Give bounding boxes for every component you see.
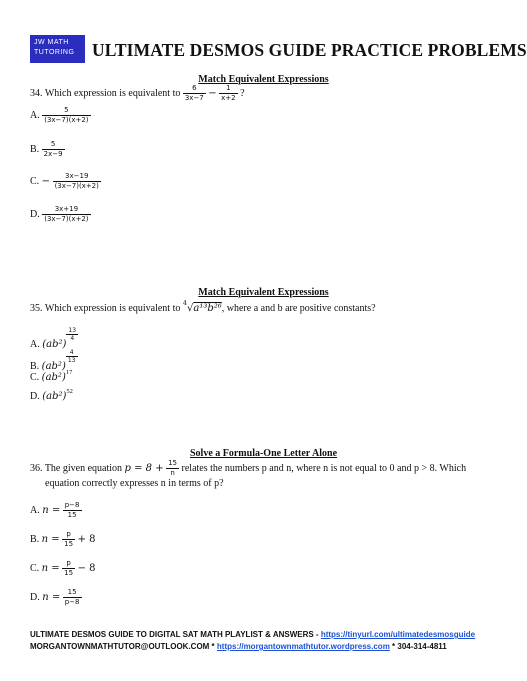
logo-line1: JW MATH [34, 39, 69, 46]
question-36-label: 36. The given equation [30, 462, 123, 474]
question-34 [30, 84, 245, 103]
q35-radical: $^4$√a¹³b²⁶ [182, 299, 222, 314]
option-base: (ab²) [41, 372, 66, 383]
option-prefix: − [41, 175, 51, 187]
question-35-label: 35. Which expression is equivalent to [30, 303, 181, 314]
section-heading-2: Match Equivalent Expressions [198, 287, 329, 298]
option-label: C. [30, 175, 40, 187]
option-label: A. [30, 109, 40, 121]
playlist-link[interactable]: https://tinyurl.com/ultimatedesmosguide [320, 630, 476, 639]
option-fraction: $\frac{3x-19}{(3x-7)(x+2)}$ [54, 172, 99, 190]
q34-option-c[interactable] [30, 172, 101, 191]
q34-frac-a: $\frac{6}{3x-7}$ [184, 84, 204, 102]
q35-tail: , where a and b are positive constants? [221, 303, 376, 314]
option-label: C. [30, 562, 40, 574]
q34-tail: ? [240, 87, 245, 99]
q36-eq-frac: $\frac{15}{n}$ [168, 459, 178, 477]
section-heading-3: Solve a Formula-One Letter Alone [189, 448, 338, 459]
page-title: ULTIMATE DESMOS GUIDE PRACTICE PROBLEMS [92, 40, 527, 60]
footer-line2 [30, 642, 447, 651]
option-label: D. [30, 391, 40, 402]
q36-option-b[interactable] [30, 530, 96, 549]
option-base: (ab²) [41, 361, 66, 372]
option-fraction: $\frac{15}{p-8}$ [64, 588, 80, 606]
option-lhs: n = [42, 504, 61, 516]
option-fraction: $\frac{5}{(3x-7)(x+2)}$ [44, 106, 89, 124]
option-label: B. [30, 533, 40, 545]
q34-option-b[interactable] [30, 140, 65, 159]
option-tail: + 8 [77, 533, 96, 545]
footer-phone: * 304-314-4811 [389, 642, 447, 651]
section-heading-1: Match Equivalent Expressions [198, 74, 329, 85]
question-36 [30, 459, 466, 478]
option-fraction: $\frac{p}{15}$ [64, 559, 74, 577]
option-lhs: n = [41, 533, 60, 545]
option-label: B. [30, 143, 40, 155]
q36-eq-left: p = 8 + [124, 462, 164, 474]
question-36-line2: equation correctly expresses n in terms of p? [45, 478, 224, 489]
option-label: C. [30, 372, 40, 383]
option-fraction: $\frac{5}{2x-9}$ [43, 140, 63, 158]
option-base: (ab²) [42, 391, 67, 402]
q36-option-c[interactable] [30, 559, 96, 578]
q36-line1-tail: relates the numbers p and n, where n is not equal to 0 and p > 8. Which [181, 462, 467, 474]
option-exponent: 17 [65, 369, 73, 376]
option-lhs: n = [42, 591, 61, 603]
footer-line1 [30, 630, 475, 639]
option-label: B. [30, 361, 40, 372]
option-base: (ab²) [42, 339, 67, 350]
q34-option-a[interactable] [30, 106, 91, 125]
q35-option-c[interactable] [30, 369, 72, 383]
logo-line2: TUTORING [34, 49, 75, 56]
option-fraction: $\frac{p-8}{15}$ [64, 501, 80, 519]
footer-email: MORGANTOWNMATHTUTOR@OUTLOOK.COM * [30, 642, 217, 651]
q36-option-a[interactable] [30, 501, 82, 520]
option-label: A. [30, 504, 40, 516]
option-label: D. [30, 591, 40, 603]
q36-option-d[interactable] [30, 588, 82, 607]
website-link[interactable]: https://morgantownmathtutor.wordpress.com [216, 642, 390, 651]
option-exponent: $\frac{13}{4}$ [68, 327, 77, 342]
logo [30, 35, 85, 63]
q35-option-a[interactable] [30, 327, 78, 350]
footer-line1-text: ULTIMATE DESMOS GUIDE TO DIGITAL SAT MATH PLAYLIST & ANSWERS - [30, 630, 321, 639]
q35-option-d[interactable] [30, 388, 73, 402]
option-tail: − 8 [77, 562, 96, 574]
option-label: A. [30, 339, 40, 350]
option-exponent: $\frac{4}{13}$ [67, 349, 76, 364]
option-fraction: $\frac{3x+19}{(3x-7)(x+2)}$ [44, 205, 89, 223]
question-34-label: 34. Which expression is equivalent to [30, 87, 181, 99]
q34-frac-b: $\frac{1}{x+2}$ [221, 84, 236, 102]
option-label: D. [30, 208, 40, 220]
option-exponent: 52 [66, 388, 73, 395]
q34-op: − [208, 87, 217, 99]
option-fraction: $\frac{p}{15}$ [64, 530, 74, 548]
q34-option-d[interactable] [30, 205, 91, 224]
question-35 [30, 299, 376, 314]
option-lhs: n = [41, 562, 60, 574]
